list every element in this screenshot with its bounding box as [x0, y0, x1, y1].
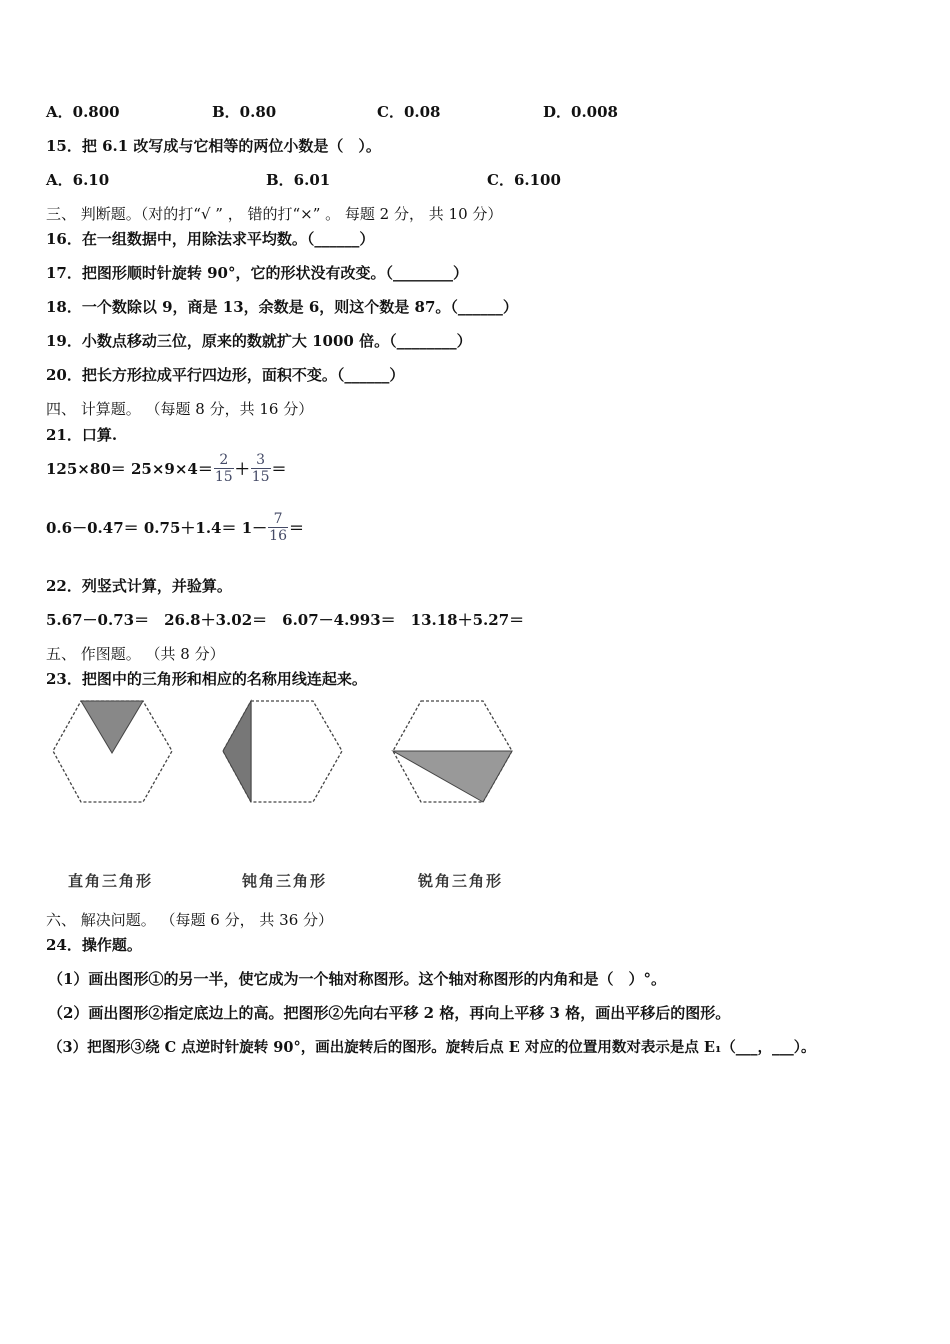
section4-title: 四、 计算题。 （每题 8 分，共 16 分）: [46, 400, 314, 418]
q14-option-a: A．0.800: [46, 103, 120, 121]
q21-row1: 125×80＝ 25×9×4＝ $\frac{2}{15}$ ＋ $\frac{3}{15}$ ＝: [46, 452, 287, 485]
fraction-2-15: $\frac{2}{15}$: [214, 452, 233, 485]
q15-option-b: B．6.01: [266, 171, 331, 189]
section3-title: 三、 判断题。（对的打“√ ” ， 错的打“×” 。 每题 2 分， 共 10 分）: [46, 205, 503, 223]
q14-option-d: D．0.008: [543, 103, 618, 121]
q17: 17．把图形顺时针旋转 90°，它的形状没有改变。（________）: [46, 264, 468, 282]
q21: 21．口算.: [46, 426, 118, 444]
q21-row2-text: 0.6－0.47＝ 0.75＋1.4＝ 1－: [46, 519, 268, 537]
q15-option-c: C．6.100: [487, 171, 561, 189]
q15-question: 15．把 6.1 改写成与它相等的两位小数是（ ）。: [46, 137, 381, 155]
hexagon-figure-3: [390, 698, 515, 806]
q23: 23．把图中的三角形和相应的名称用线连起来。: [46, 670, 367, 688]
q24: 24．操作题。: [46, 936, 142, 954]
shaded-triangle-2: [223, 701, 251, 802]
shaded-triangle-3: [393, 751, 512, 802]
q18: 18．一个数除以 9，商是 13，余数是 6，则这个数是 87。（______）: [46, 298, 518, 316]
hexagon-figure-1: [50, 698, 175, 806]
q15-option-a: A．6.10: [46, 171, 110, 189]
caption-acute-triangle: 锐角三角形: [418, 872, 504, 890]
q19: 19．小数点移动三位，原来的数就扩大 1000 倍。（________）: [46, 332, 472, 350]
q20: 20．把长方形拉成平行四边形，面积不变。（______）: [46, 366, 405, 384]
q22: 22．列竖式计算，并验算。: [46, 577, 232, 595]
q22-expressions: 5.67－0.73＝ 26.8＋3.02＝ 6.07－4.993＝ 13.18＋5.27＝: [46, 611, 525, 629]
q24-item-3: （3）把图形③绕 C 点逆时针旋转 90°，画出旋转后的图形。旋转后点 E 对应的位置用数对表示是点 E₁（___，___）。: [48, 1039, 816, 1056]
hexagon-figure-2: [220, 698, 345, 806]
caption-right-triangle: 直角三角形: [68, 872, 154, 890]
section5-title: 五、 作图题。 （共 8 分）: [46, 645, 225, 663]
q21-row2: 0.6－0.47＝ 0.75＋1.4＝ 1－ $\frac{7}{16}$ ＝: [46, 511, 304, 544]
q21-row1-text: 125×80＝ 25×9×4＝: [46, 460, 213, 478]
section6-title: 六、 解决问题。 （每题 6 分， 共 36 分）: [46, 911, 334, 929]
q14-option-c: C．0.08: [377, 103, 441, 121]
fraction-7-16: $\frac{7}{16}$: [269, 511, 287, 544]
q24-item-1: （1）画出图形①的另一半，使它成为一个轴对称图形。这个轴对称图形的内角和是（ ）°。: [48, 970, 666, 988]
q16: 16．在一组数据中，用除法求平均数。（______）: [46, 230, 375, 248]
caption-obtuse-triangle: 钝角三角形: [242, 872, 328, 890]
shaded-triangle-1: [81, 701, 143, 753]
fraction-3-15: $\frac{3}{15}$: [251, 452, 270, 485]
q24-item-2: （2）画出图形②指定底边上的高。把图形②先向右平移 2 格，再向上平移 3 格，画出平移后的图形。: [48, 1004, 731, 1022]
q14-option-b: B．0.80: [212, 103, 277, 121]
